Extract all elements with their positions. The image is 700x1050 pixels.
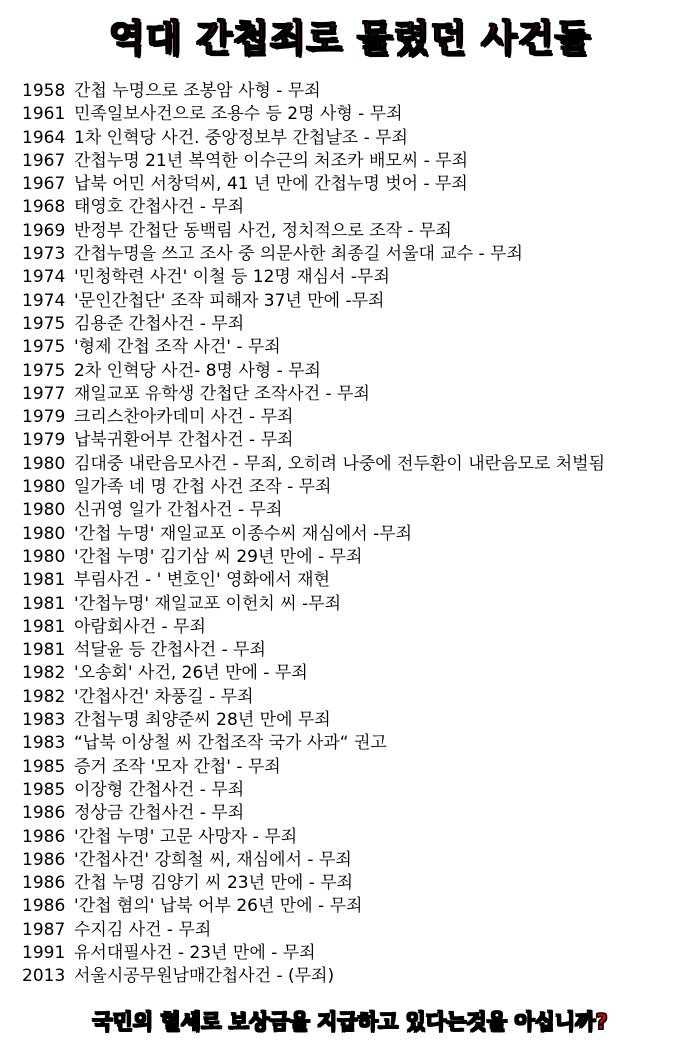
event-item [22,429,692,452]
event-description: '간첩 누명' 재일교포 이종수씨 재심에서 -무죄 [74,523,413,544]
event-item [22,383,692,406]
event-description: '간첩누명' 재일교포 이헌치 씨 -무죄 [74,593,342,614]
event-description: 정상금 간첩사건 - 무죄 [74,803,245,824]
event-year: 1975 [22,360,66,381]
event-item [22,895,692,918]
event-item [22,919,692,942]
event-description: 석달윤 등 간첩사건 - 무죄 [74,640,266,661]
event-year: 1967 [22,150,66,171]
event-item [22,453,692,476]
event-item [22,826,692,849]
event-year: 1982 [22,686,66,707]
event-year: 1975 [22,313,66,334]
event-description: '간첩사건' 차풍길 - 무죄 [74,686,254,707]
event-year: 1991 [22,942,66,963]
event-year: 1981 [22,593,66,614]
event-year: 1980 [22,453,66,474]
event-year: 1981 [22,640,66,661]
event-description: 부림사건 - ' 변호인' 영화에서 재현 [74,570,330,591]
event-year: 1967 [22,174,66,195]
event-item [22,756,692,779]
event-description: 서울시공무원남매간첩사건 - (무죄) [74,966,335,987]
event-item [22,732,692,755]
event-item [22,266,692,289]
event-item [22,802,692,825]
event-description: “납북 이상철 씨 간첩조작 국가 사과“ 권고 [74,733,387,754]
event-item [22,290,692,313]
event-year: 1961 [22,104,66,125]
event-description: 반정부 간첩단 동백림 사건, 정치적으로 조작 - 무죄 [74,220,452,241]
event-year: 1968 [22,197,66,218]
event-item [22,546,692,569]
event-year: 1982 [22,663,66,684]
event-item [22,616,692,639]
event-item [22,150,692,173]
event-description: 태영호 간첩사건 - 무죄 [74,197,245,218]
event-item [22,127,692,150]
event-year: 1980 [22,546,66,567]
event-year: 1974 [22,267,66,288]
event-description: 1차 인혁당 사건. 중앙정보부 간첩날조 - 무죄 [74,127,408,148]
event-year: 1985 [22,756,66,777]
event-item [22,243,692,266]
event-description: 2차 인혁당 사건- 8명 사형 - 무죄 [74,360,321,381]
event-year: 1958 [22,81,66,101]
event-description: '오송회' 사건, 26년 만에 - 무죄 [74,663,308,684]
event-description: 간첩누명을 쓰고 조사 중 의문사한 최종길 서울대 교수 - 무죄 [74,244,523,265]
event-year: 1977 [22,383,66,404]
event-year: 1973 [22,244,66,265]
event-description: '민청학련 사건' 이철 등 12명 재심서 -무죄 [74,267,390,288]
event-year: 1979 [22,407,66,428]
event-year: 1986 [22,849,66,870]
event-item [22,872,692,895]
event-year: 1985 [22,779,66,800]
event-description: 재일교포 유학생 간첩단 조작사건 - 무죄 [74,383,370,404]
event-year: 1983 [22,733,66,754]
event-year: 1979 [22,430,66,451]
event-description: '간첩 누명' 김기삼 씨 29년 만에 - 무죄 [74,546,363,567]
event-item [22,336,692,359]
event-description: 유서대필사건 - 23년 만에 - 무죄 [74,942,316,963]
event-item [22,709,692,732]
event-item [22,942,692,965]
event-description: 납북 어민 서창덕씨, 41 년 만에 간첩누명 벗어 - 무죄 [74,174,468,195]
event-item [22,965,692,988]
event-description: 납북귀환어부 간첩사건 - 무죄 [74,430,294,451]
event-year: 1983 [22,710,66,731]
event-item [22,360,692,383]
event-item [22,662,692,685]
event-description: '간첩사건' 강희철 씨, 재심에서 - 무죄 [74,849,352,870]
event-item [22,196,692,219]
event-year: 1981 [22,616,66,637]
event-item [22,523,692,546]
event-description: '문인간첩단' 조작 피해자 37년 만에 -무죄 [74,290,385,311]
event-description: 아람회사건 - 무죄 [74,616,206,637]
event-description: 간첩 누명으로 조봉암 사형 - 무죄 [74,81,321,101]
event-description: 신귀영 일가 간첩사건 - 무죄 [74,500,283,521]
event-year: 1975 [22,337,66,358]
event-description: 간첩누명 최양준씨 28년 만에 무죄 [74,710,331,731]
event-year: 1974 [22,290,66,311]
event-item [22,80,692,103]
event-description: '간첩 혐의' 납북 어부 26년 만에 - 무죄 [74,896,363,917]
footer-caption: 국민의 혈세로 보상금을 지급하고 있다는것을 아십니까? [92,1010,608,1034]
event-description: 민족일보사건으로 조용수 등 2명 사형 - 무죄 [74,104,403,125]
event-item [22,313,692,336]
event-description: 증거 조작 '모자 간첩' - 무죄 [74,756,281,777]
event-year: 1987 [22,919,66,940]
event-description: 수지김 사건 - 무죄 [74,919,212,940]
event-description: 간첩누명 21년 복역한 이수근의 처조카 배모씨 - 무죄 [74,150,469,171]
event-year: 1980 [22,477,66,498]
event-year: 1986 [22,896,66,917]
event-year: 1980 [22,523,66,544]
event-item [22,406,692,429]
event-description: 간첩 누명 김양기 씨 23년 만에 - 무죄 [74,873,354,894]
event-item [22,779,692,802]
event-year: 1986 [22,826,66,847]
event-year: 1980 [22,500,66,521]
event-item [22,849,692,872]
event-item [22,476,692,499]
page-title: 역대 간첩죄로 몰렸던 사건들 [108,17,592,60]
event-year: 1986 [22,873,66,894]
event-description: 김대중 내란음모사건 - 무죄, 오히려 나중에 전두환이 내란음모로 처벌됨 [74,453,606,474]
event-list [22,80,692,989]
event-item [22,569,692,592]
event-item [22,639,692,662]
event-description: 크리스찬아카데미 사건 - 무죄 [74,407,294,428]
event-item [22,220,692,243]
event-description: 김용준 간첩사건 - 무죄 [74,313,245,334]
event-year: 2013 [22,966,66,987]
event-description: 일가족 네 명 간첩 사건 조작 - 무죄 [74,477,332,498]
event-description: '형제 간첩 조작 사건' - 무죄 [74,337,281,358]
event-item [22,686,692,709]
event-item [22,103,692,126]
event-year: 1964 [22,127,66,148]
event-description: '간첩 누명' 고문 사망자 - 무죄 [74,826,298,847]
event-item [22,173,692,196]
event-description: 이장형 간첩사건 - 무죄 [74,779,245,800]
event-item [22,499,692,522]
event-year: 1969 [22,220,66,241]
event-year: 1986 [22,803,66,824]
event-item [22,593,692,616]
event-year: 1981 [22,570,66,591]
